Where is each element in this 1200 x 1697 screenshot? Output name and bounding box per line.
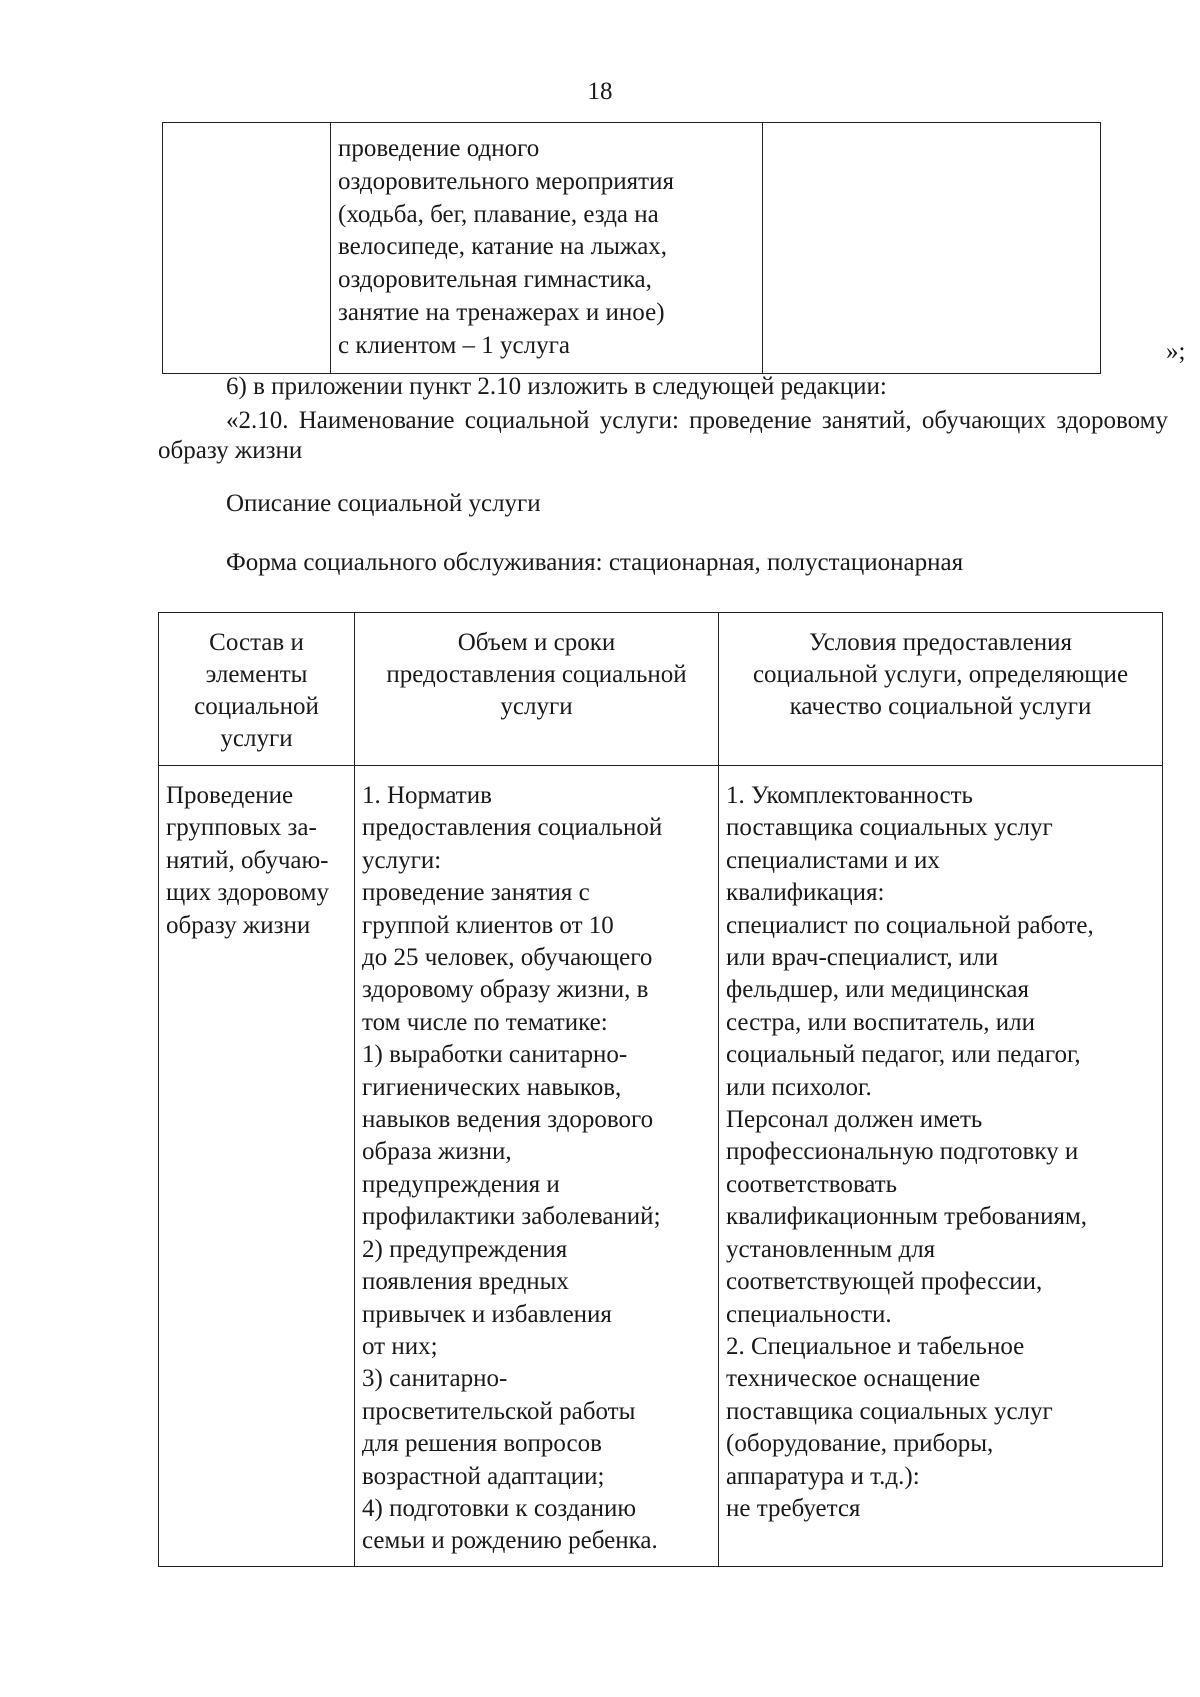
cell-composition (159, 766, 355, 1567)
header-line: предоставления социальной (386, 661, 687, 688)
cell-line: специальности. (726, 1300, 892, 1328)
closing-quote-mark: »; (1166, 338, 1186, 365)
header-line: Состав и (209, 629, 304, 656)
cell-line: занятие на тренажерах и иное) (338, 298, 665, 326)
cell-line: сестра, или воспитатель, или (726, 1008, 1035, 1036)
cell-volume-terms (355, 766, 719, 1567)
cell-line: 1) выработки санитарно- (362, 1041, 628, 1069)
cell-line: 1. Укомплектованность (726, 782, 973, 809)
service-description-heading: Описание социальной услуги (226, 490, 541, 517)
cell-line: (ходьба, бег, плавание, езда на (338, 200, 659, 228)
service-name-paragraph (158, 406, 1168, 466)
cell-line: услуги: (362, 846, 442, 874)
cell-line: том числе по тематике: (362, 1008, 608, 1036)
header-line: социальной (194, 693, 319, 720)
cell-line: установленным для (726, 1235, 936, 1263)
cell-line: от них; (362, 1332, 438, 1360)
header-line: качество социальной услуги (789, 693, 1092, 720)
cell-line: фельдшер, или медицинская (726, 976, 1030, 1004)
column-header-conditions (719, 613, 1163, 766)
cell-line: для решения вопросов (362, 1430, 602, 1458)
cell-line: Проведение (166, 782, 294, 809)
column-header-volume-terms (355, 613, 719, 766)
cell-line: группой клиентов от 10 (362, 911, 614, 939)
cell-line: или психолог. (726, 1073, 872, 1101)
cell-line: проведение одного (338, 135, 540, 162)
table-row (163, 123, 1101, 374)
table-cell-empty (763, 123, 1101, 374)
header-line: услуги (500, 693, 573, 720)
cell-line: 2. Специальное и табельное (726, 1332, 1025, 1360)
cell-line: 4) подготовки к созданию (362, 1494, 637, 1522)
cell-line: семьи и рождению ребенка. (362, 1527, 658, 1555)
cell-line: 1. Норматив (362, 782, 492, 809)
cell-line: социальный педагог, или педагог, (726, 1041, 1081, 1069)
cell-line: здоровому образу жизни, в (362, 976, 649, 1004)
cell-line: предупреждения и (362, 1170, 560, 1198)
table-row (159, 766, 1163, 1567)
cell-line: квалификационным требованиям, (726, 1203, 1088, 1231)
cell-line: аппаратура и т.д.): (726, 1462, 920, 1490)
cell-line: (оборудование, приборы, (726, 1430, 994, 1458)
table-cell-service-description (331, 123, 763, 374)
header-line: элементы (205, 661, 308, 688)
table-cell-empty (163, 123, 331, 374)
amendment-paragraph: 6) в приложении пункт 2.10 изложить в следующей редакции: (226, 373, 887, 400)
cell-line: нятий, обучаю- (166, 846, 329, 874)
cell-line: профилактики заболеваний; (362, 1203, 661, 1231)
cell-line: с клиентом – 1 услуга (338, 331, 570, 359)
header-line: Объем и сроки (457, 629, 616, 656)
cell-line: навыков ведения здорового (362, 1106, 654, 1134)
cell-line: предоставления социальной (362, 814, 663, 842)
column-header-composition (159, 613, 355, 766)
page-number: 18 (587, 78, 613, 105)
cell-line: образа жизни, (362, 1138, 512, 1166)
cell-line: образу жизни (166, 911, 311, 939)
cell-line: групповых за- (166, 814, 317, 842)
service-name-text: «2.10. Наименование социальной услуги: проведение занятий, обучающих здоровому образу жизни (158, 407, 1168, 464)
header-line: Условия предоставления (809, 629, 1072, 656)
cell-line: поставщика социальных услуг (726, 1397, 1053, 1425)
cell-line: специалистами и их (726, 846, 940, 874)
cell-line: 2) предупреждения (362, 1235, 568, 1263)
cell-line: или врач-специалист, или (726, 944, 999, 972)
cell-line: техническое оснащение (726, 1365, 981, 1393)
cell-line: соответствующей профессии, (726, 1268, 1043, 1296)
cell-line: поставщика социальных услуг (726, 814, 1053, 842)
continuation-table (162, 122, 1101, 374)
service-table (158, 612, 1163, 1567)
cell-line: не требуется (726, 1494, 861, 1522)
cell-line: оздоровительного мероприятия (338, 167, 674, 195)
cell-line: до 25 человек, обучающего (362, 944, 653, 972)
cell-conditions (719, 766, 1163, 1567)
cell-line: 3) санитарно- (362, 1365, 508, 1393)
header-line: социальной услуги, определяющие (752, 661, 1129, 688)
cell-line: гигиенических навыков, (362, 1073, 622, 1101)
cell-line: просветительской работы (362, 1397, 636, 1425)
cell-line: проведение занятия с (362, 879, 590, 907)
cell-line: щих здоровому (166, 879, 330, 907)
cell-line: появления вредных (362, 1268, 569, 1296)
cell-line: Персонал должен иметь (726, 1106, 983, 1134)
cell-line: соответствовать (726, 1170, 898, 1198)
cell-line: оздоровительная гимнастика, (338, 266, 652, 294)
cell-line: квалификация: (726, 879, 885, 907)
header-line: услуги (220, 725, 293, 752)
service-form-paragraph: Форма социального обслуживания: стационарная, полустационарная (226, 549, 964, 576)
cell-line: привычек и избавления (362, 1300, 612, 1328)
cell-line: велосипеде, катание на лыжах, (338, 233, 668, 261)
cell-line: специалист по социальной работе, (726, 911, 1094, 939)
table-header-row (159, 613, 1163, 766)
cell-line: возрастной адаптации; (362, 1462, 605, 1490)
cell-line: профессиональную подготовку и (726, 1138, 1079, 1166)
